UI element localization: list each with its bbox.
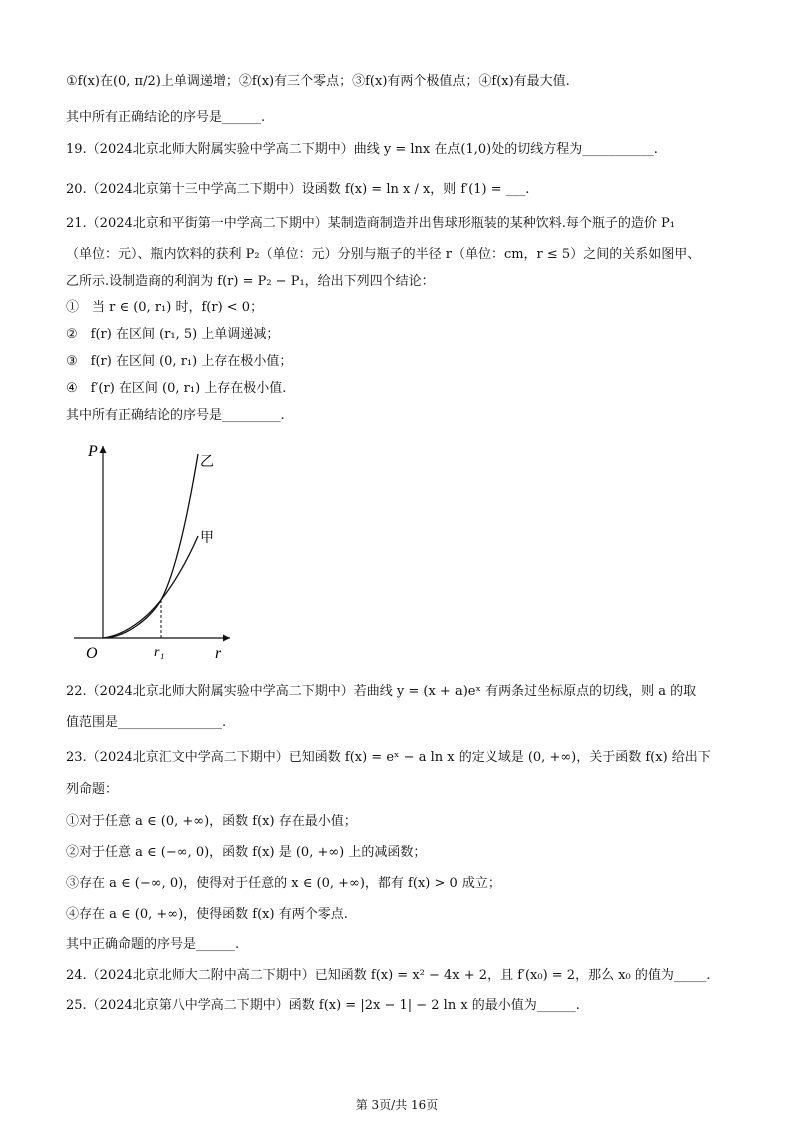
question-22-line2: 值范围是________________.: [66, 715, 227, 730]
question-20: 20.（2024北京第十三中学高二下期中）设函数 f(x) = ln x / x，则 f′(1) = ___.: [66, 182, 530, 197]
q23-option-4: ④存在 a ∈ (0, +∞)，使得函数 f(x) 有两个零点.: [66, 907, 348, 922]
curve-jia: [103, 536, 198, 638]
question-24: 24.（2024北京北师大二附中高二下期中）已知函数 f(x) = x² − 4x + 2，且 f′(x₀) = 2，那么 x₀ 的值为_____.: [66, 968, 711, 983]
question-19: 19.（2024北京北师大附属实验中学高二下期中）曲线 y = lnx 在点(1,0)处的切线方程为___________.: [66, 142, 658, 157]
q18-answer-prompt: 其中所有正确结论的序号是______.: [66, 110, 266, 125]
question-23-line2: 列命题：: [66, 782, 119, 797]
q23-option-3: ③存在 a ∈ (−∞, 0)，使得对于任意的 x ∈ (0, +∞)，都有 f(x) > 0 成立；: [66, 876, 501, 891]
x-axis-label: r: [215, 645, 222, 662]
question-21-line2: （单位：元）、瓶内饮料的获利 P₂（单位：元）分别与瓶子的半径 r（单位：cm，r ≤ 5）之间的关系如图甲、: [66, 247, 701, 262]
page-footer: 第 3页/共 16页: [355, 1098, 439, 1112]
question-23-line1: 23.（2024北京汇文中学高二下期中）已知函数 f(x) = eˣ − a ln x 的定义域是 (0, +∞)，关于函数 f(x) 给出下: [66, 750, 711, 765]
q23-answer-prompt: 其中正确命题的序号是______.: [66, 937, 240, 952]
question-21-line3: 乙所示.设制造商的利润为 f(r) = P₂ − P₁，给出下列四个结论：: [66, 274, 435, 289]
q21-option-4: ④ f′(r) 在区间 (0, r₁) 上存在极小值.: [66, 381, 287, 396]
q21-graph: [70, 434, 240, 664]
r1-label: r₁: [154, 645, 165, 660]
q21-option-3: ③ f(r) 在区间 (0, r₁) 上存在极小值；: [66, 354, 293, 369]
q21-option-1: ① 当 r ∈ (0, r₁) 时，f(r) < 0；: [66, 300, 264, 315]
q18-options: ①f(x)在(0, π/2)上单调递增；②f(x)有三个零点；③f(x)有两个极值点；④f(x)有最大值.: [66, 74, 570, 89]
origin-label: O: [86, 645, 98, 662]
q21-answer-prompt: 其中所有正确结论的序号是_________.: [66, 408, 285, 423]
q21-option-2: ② f(r) 在区间 (r₁, 5) 上单调递减；: [66, 327, 280, 342]
curve-yi-label: 乙: [200, 455, 214, 470]
y-axis-label: P: [88, 443, 98, 460]
q23-option-1: ①对于任意 a ∈ (0, +∞)，函数 f(x) 存在最小值；: [66, 814, 357, 829]
question-22-line1: 22.（2024北京北师大附属实验中学高二下期中）若曲线 y = (x + a)eˣ 有两条过坐标原点的切线，则 a 的取: [66, 684, 697, 699]
q23-option-2: ②对于任意 a ∈ (−∞, 0)，函数 f(x) 是 (0, +∞) 上的减函数；: [66, 845, 427, 860]
question-21-line1: 21.（2024北京和平街第一中学高二下期中）某制造商制造并出售球形瓶装的某种饮料.每个瓶子的造价 P₁: [66, 216, 675, 231]
curve-yi: [103, 454, 198, 638]
curve-jia-label: 甲: [200, 531, 214, 546]
question-25: 25.（2024北京第八中学高二下期中）函数 f(x) = |2x − 1| − 2 ln x 的最小值为______.: [66, 998, 580, 1013]
